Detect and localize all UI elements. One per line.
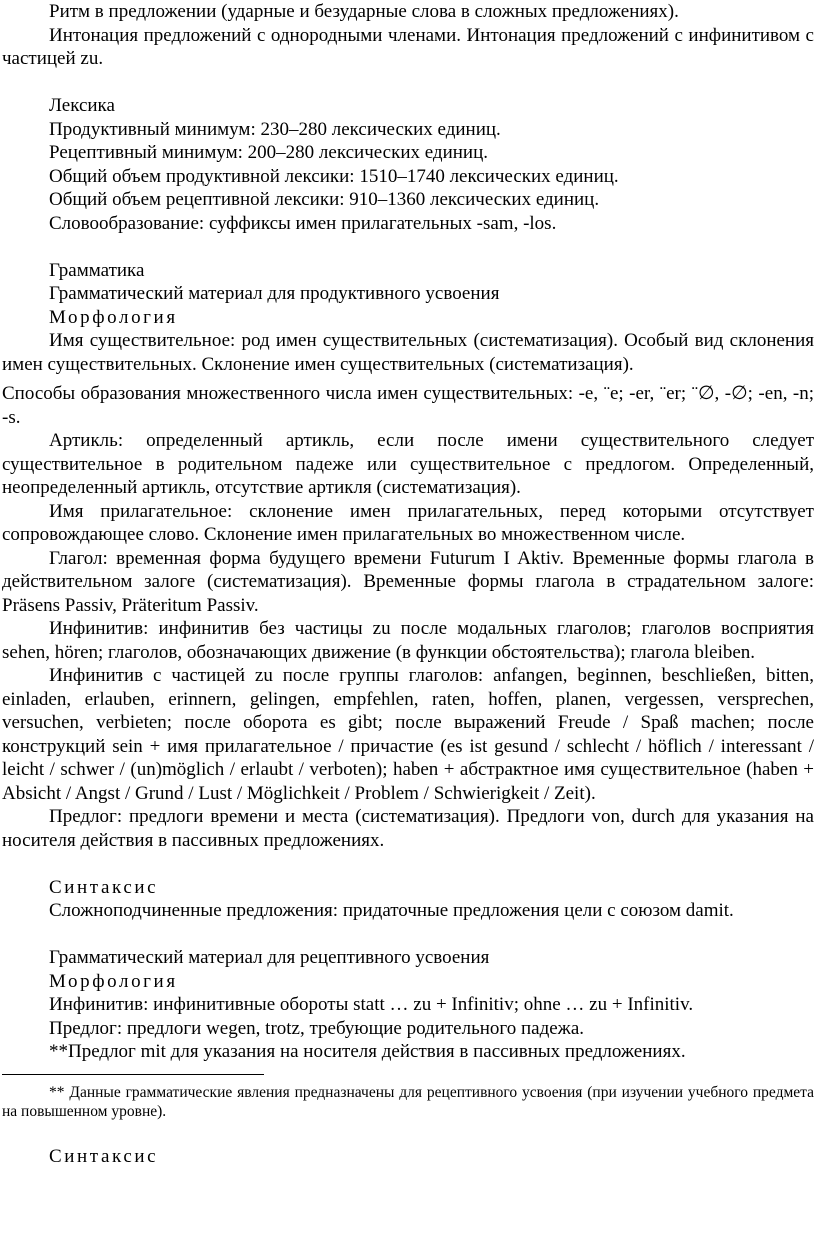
paragraph-noun: Имя существительное: род имен существительных (систематизация). Особый вид склонения имен существительных. Склонение имен существительных (систематизация). [2,330,814,375]
lexis-item: Общий объем продуктивной лексики: 1510–1740 лексических единиц. [49,165,619,187]
heading-morphology: Морфология [49,306,178,328]
paragraph-intonation: Интонация предложений с однородными членами. Интонация предложений с инфинитивом с частицей zu. [2,24,814,69]
footnote-separator [2,1074,264,1075]
footnote-text: ** Данные грамматические явления предназначены для рецептивного усвоения (при изучении учебного предмета на повышенном уровне). [2,1083,814,1120]
lexis-item: Словообразование: суффиксы имен прилагательных -sam, -los. [49,212,557,234]
heading-receptive: Грамматический материал для рецептивного усвоения [49,947,490,968]
heading-productive: Грамматический материал для продуктивного усвоения [49,283,500,304]
paragraph-syntax: Сложноподчиненные предложения: придаточные предложения цели с союзом damit. [49,900,734,921]
heading-morphology-2: Морфология [49,970,178,992]
empty-set-symbol: ∅ [697,383,715,404]
lexis-item: Рецептивный минимум: 200–280 лексических единиц. [49,142,489,163]
paragraph-article: Артикль: определенный артикль, если после имени существительного следует существительное в родительном падеже или существительное с предлогом. Определенный, неопределенный артикль, отсутствие артикля (систематизация). [2,430,814,498]
lexis-item: Продуктивный минимум: 230–280 лексических единиц. [49,118,501,140]
empty-set-symbol: ∅ [731,383,748,404]
heading-grammar: Грамматика [49,259,145,281]
paragraph-rhythm: Ритм в предложении (ударные и безударные слова в сложных предложениях). [49,1,679,22]
heading-syntax: Синтаксис [49,876,159,898]
umlaut-mark: ¨ [691,383,698,404]
paragraph-rec-preposition: Предлог: предлоги wegen, trotz, требующие родительного падежа. [49,1017,584,1039]
paragraph-plural: Способы образования множественного числа имен существительных: -e, ¨e; -er, ¨er; ¨∅, -∅; -en, -n; -s. [2,383,815,428]
paragraph-infinitive-1: Инфинитив: инфинитив без частицы zu после модальных глаголов; глаголов восприятия sehen, hören; глаголов, обозначающих движение (в функции обстоятельства); глагола bleiben. [2,618,814,663]
umlaut-mark: ¨ [603,383,610,404]
paragraph-preposition: Предлог: предлоги времени и места (систематизация). Предлоги von, durch для указания на носителя действия в пассивных предложениях. [2,806,814,851]
umlaut-mark: ¨ [659,383,667,404]
paragraph-rec-infinitive: Инфинитив: инфинитивные обороты statt … zu + Infinitiv; ohne … zu + Infinitiv. [49,994,694,1015]
paragraph-adjective: Имя прилагательное: склонение имен прилагательных, перед которыми отсутствует сопровождающее слово. Склонение имен прилагательных во множественном числе. [2,500,814,545]
paragraph-rec-mit: **Предлог mit для указания на носителя действия в пассивных предложениях. [49,1041,686,1062]
heading-lexis: Лексика [49,95,115,116]
heading-syntax-2: Синтаксис [49,1146,159,1167]
paragraph-infinitive-2: Инфинитив с частицей zu после группы глаголов: anfangen, beginnen, beschließen, bitten, einladen, erlauben, erinnern, gelingen, empfehlen, raten, hoffen, planen, vergessen, versprechen, versuchen, verbieten; после оборота es gibt; после выражений Freude / Spaß machen; после конструкций sein + имя прилагательное / причастие (es ist gesund / schlecht / höflich / interessant / leicht / schwer / (un)möglich / erlaubt / verboten); haben + абстрактное имя существительное (haben + Absicht / Angst / Grund / Lust / Möglichkeit / Problem / Schwierigkeit / Zeit). [2,665,814,804]
footnote [2,1083,814,1122]
lexis-item: Общий объем рецептивной лексики: 910–1360 лексических единиц. [49,189,600,210]
paragraph-verb: Глагол: временная форма будущего времени Futurum I Aktiv. Временные формы глагола в действительном залоге (систематизация). Временные формы глагола в страдательном залоге: Präsens Passiv, Präteritum Passiv. [2,547,814,616]
